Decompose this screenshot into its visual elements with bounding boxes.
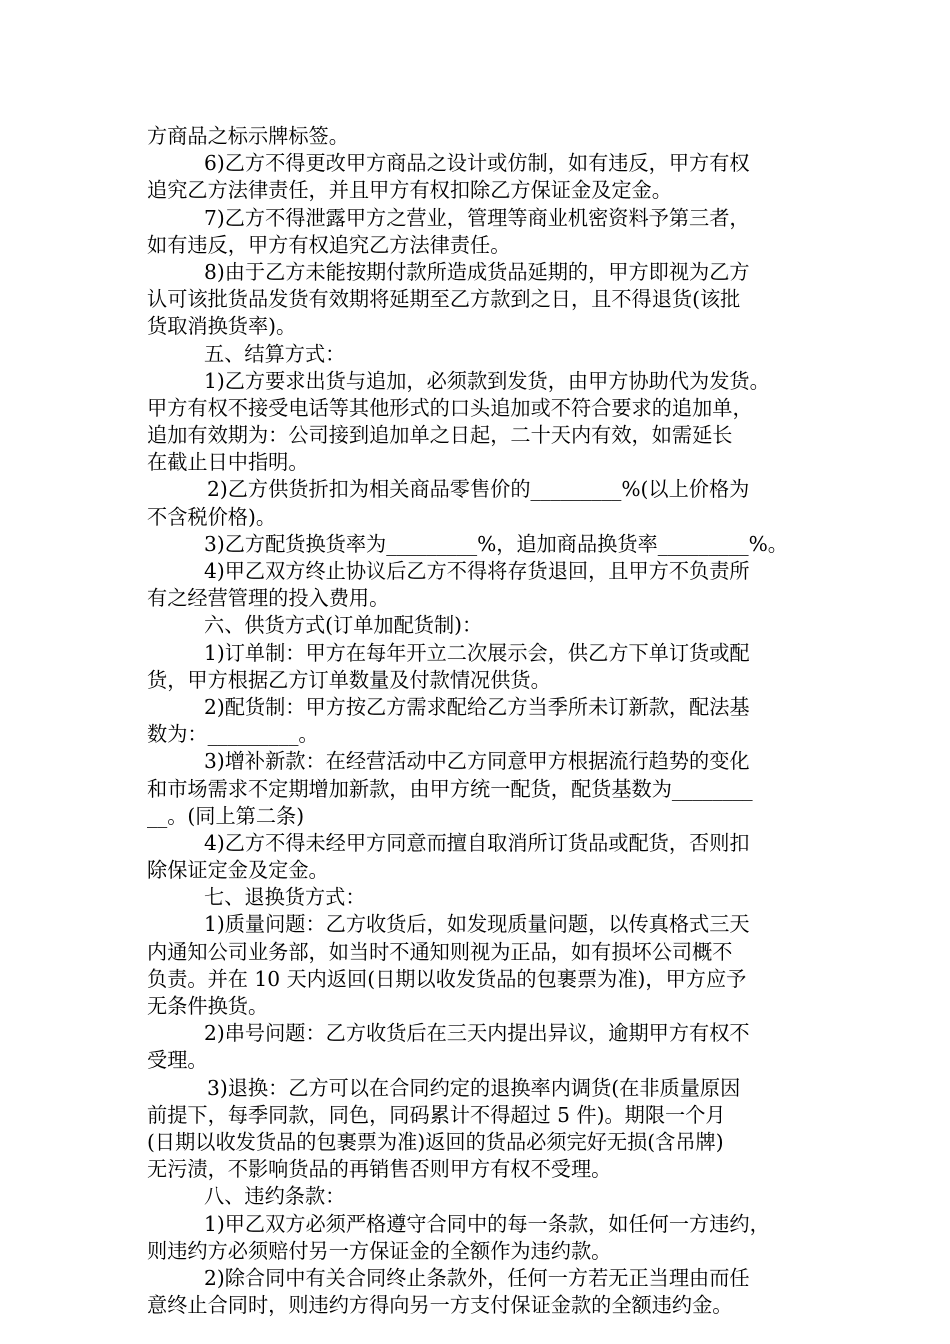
paragraph-line: 2)除合同中有关合同终止条款外，任何一方若无正当理由而任 [204, 1265, 750, 1290]
paragraph-line: 1)质量问题：乙方收货后，如发现质量问题，以传真格式三天 [204, 912, 750, 937]
paragraph-line: 七、退换货方式： [204, 885, 366, 910]
paragraph-line: 则违约方必须赔付另一方保证金的全额作为违约款。 [147, 1238, 612, 1263]
paragraph-line: 4)甲乙双方终止协议后乙方不得将存货退回，且甲方不负责所 [204, 559, 750, 583]
paragraph-line: 3)退换：乙方可以在合同约定的退换率内调货(在非质量原因 [207, 1075, 741, 1100]
paragraph-line: 无条件换货。 [147, 994, 269, 1018]
paragraph-line: 认可该批货品发货有效期将延期至乙方款到之日，且不得退货(该批 [147, 287, 741, 312]
paragraph-line: 2)乙方供货折扣为相关商品零售价的_________%(以上价格为 [207, 477, 750, 502]
paragraph-line: 8)由于乙方未能按期付款所造成货品延期的，甲方即视为乙方 [204, 259, 750, 284]
paragraph-line: 甲方有权不接受电话等其他形式的口头追加或不符合要求的追加单， [147, 395, 753, 420]
paragraph-line: (日期以收发货品的包裹票为准)返回的货品必须完好无损(含吊牌) [147, 1129, 724, 1154]
paragraph-line: 内通知公司业务部，如当时不通知则视为正品，如有损坏公司概不 [147, 939, 733, 964]
paragraph-line: 八、违约条款： [204, 1184, 346, 1209]
paragraph-line: 货取消换货率)。 [147, 314, 297, 339]
paragraph-line: 前提下，每季同款，同色，同码累计不得超过 5 件)。期限一个月 [147, 1102, 726, 1127]
paragraph-line: 货，甲方根据乙方订单数量及付款情况供货。 [147, 667, 551, 692]
contract-body-text [147, 123, 827, 1319]
paragraph-line: 1)订单制：甲方在每年开立二次展示会，供乙方下单订货或配 [204, 640, 750, 665]
paragraph-line: 受理。 [147, 1048, 208, 1073]
paragraph-line: 追加有效期为：公司接到追加单之日起，二十天内有效，如需延长 [147, 423, 733, 448]
paragraph-line: 意终止合同时，则违约方得向另一方支付保证金款的全额违约金。 [147, 1293, 733, 1318]
paragraph-line: 有之经营管理的投入费用。 [147, 586, 390, 611]
paragraph-line: 无污渍，不影响货品的再销售否则甲方有权不受理。 [147, 1157, 612, 1182]
paragraph-line: 追究乙方法律责任，并且甲方有权扣除乙方保证金及定金。 [147, 178, 672, 203]
paragraph-line: 六、供货方式(订单加配货制)： [204, 613, 483, 638]
paragraph-line: 如有违反，甲方有权追究乙方法律责任。 [147, 232, 511, 257]
paragraph-line: 五、结算方式： [204, 341, 346, 366]
paragraph-line: 2)配货制：甲方按乙方需求配给乙方当季所未订新款，配法基 [204, 694, 750, 719]
paragraph-line: 不含税价格)。 [147, 504, 277, 529]
paragraph-line: 数为：_________。 [147, 722, 319, 747]
paragraph-line: 负责。并在 10 天内返回(日期以收发货品的包裹票为准)，甲方应予 [147, 966, 747, 991]
paragraph-line: 和市场需求不定期增加新款，由甲方统一配货，配货基数为________ [147, 776, 753, 801]
paragraph-line: 2)串号问题：乙方收货后在三天内提出异议，逾期甲方有权不 [204, 1021, 750, 1046]
paragraph-line: 1)甲乙双方必须严格遵守合同中的每一条款，如任何一方违约， [204, 1211, 770, 1236]
paragraph-line: 4)乙方不得未经甲方同意而擅自取消所订货品或配货，否则扣 [204, 830, 750, 855]
paragraph-line: __。(同上第二条) [147, 803, 305, 828]
paragraph-line: 7)乙方不得泄露甲方之营业，管理等商业机密资料予第三者， [204, 205, 750, 230]
paragraph-line: 方商品之标示牌标签。 [147, 124, 349, 148]
paragraph-line: 1)乙方要求出货与追加，必须款到发货，由甲方协助代为发货。 [204, 368, 770, 393]
paragraph-line: 3)乙方配货换货率为_________%，追加商品换货率_________%。 [204, 531, 788, 556]
paragraph-line: 在截止日中指明。 [147, 450, 309, 475]
paragraph-line: 除保证定金及定金。 [147, 858, 329, 883]
paragraph-line: 6)乙方不得更改甲方商品之设计或仿制，如有违反，甲方有权 [204, 151, 750, 176]
paragraph-line: 3)增补新款：在经营活动中乙方同意甲方根据流行趋势的变化 [204, 749, 750, 774]
